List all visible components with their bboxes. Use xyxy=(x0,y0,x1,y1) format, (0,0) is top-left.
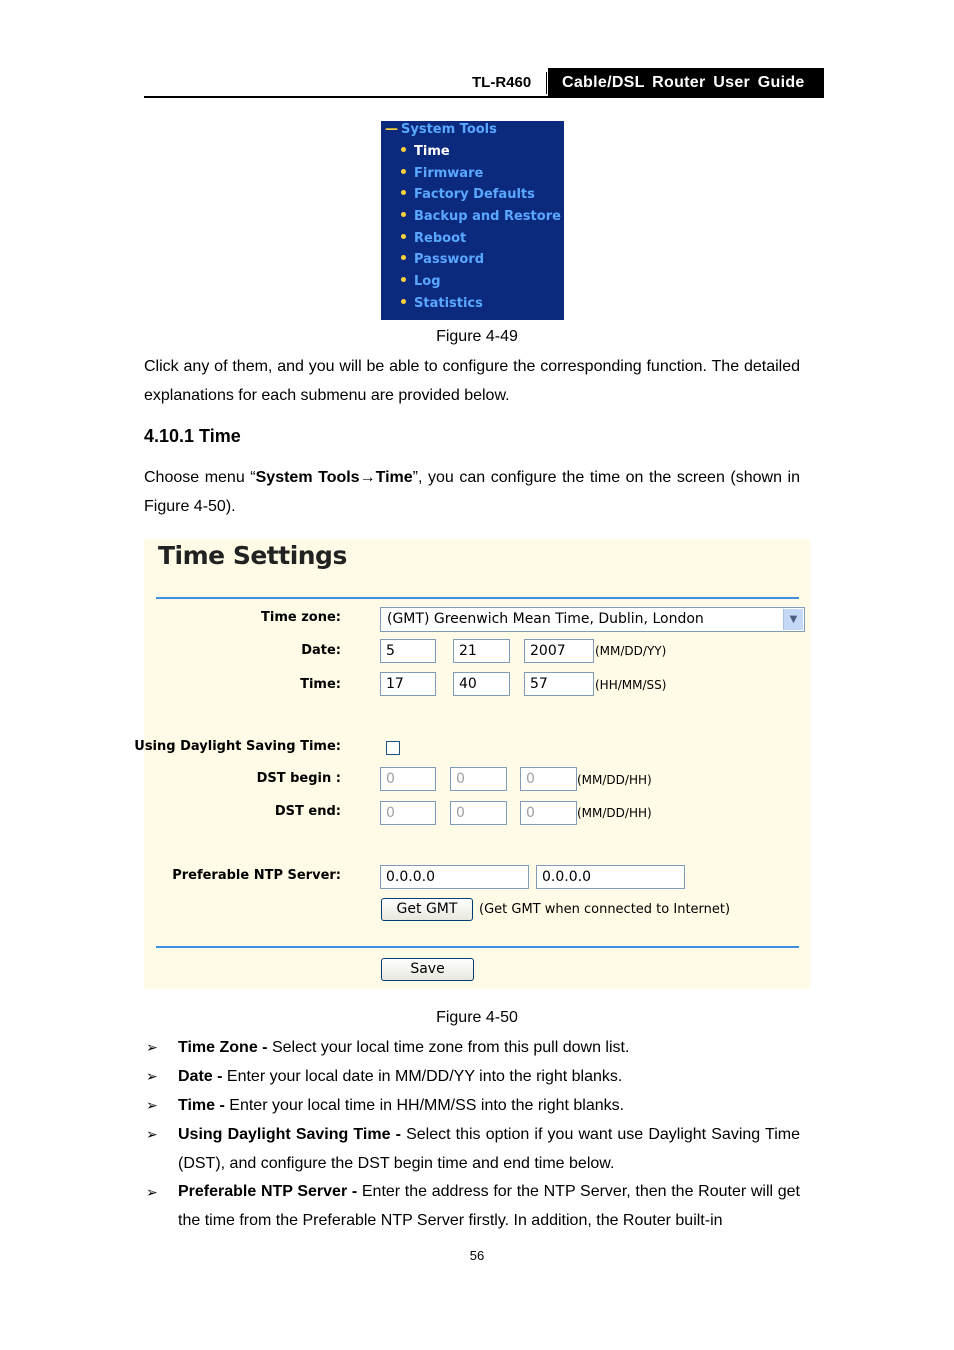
ntp-server-2-input[interactable]: 0.0.0.0 xyxy=(536,865,685,889)
dst-begin-month-input[interactable]: 0 xyxy=(380,767,436,791)
menu-heading[interactable]: — System Tools xyxy=(385,122,497,137)
bullet-arrow-icon: ➢ xyxy=(146,1184,158,1200)
figure-caption-4-50: Figure 4-50 xyxy=(436,1009,518,1026)
chevron-down-icon[interactable]: ▼ xyxy=(783,609,803,630)
time-second-input[interactable]: 57 xyxy=(524,672,594,696)
bullet-date: Date - Enter your local date in MM/DD/YY into the right blanks. xyxy=(178,1068,623,1085)
time-settings-title: Time Settings xyxy=(158,541,347,570)
time-label: Time: xyxy=(300,677,341,692)
menu-item-firmware[interactable]: Firmware xyxy=(401,166,483,181)
system-tools-menu xyxy=(381,121,564,320)
intro-paragraph: Click any of them, and you will be able to configure the corresponding function. The detailed explanations for each submenu are provided below. xyxy=(144,358,800,404)
bullet-arrow-icon: ➢ xyxy=(146,1068,158,1084)
date-label: Date: xyxy=(301,643,341,658)
bullet-dot-icon xyxy=(401,190,406,195)
dst-begin-label: DST begin : xyxy=(256,771,341,786)
menu-item-statistics[interactable]: Statistics xyxy=(401,296,483,311)
bullet-dot-icon xyxy=(401,299,406,304)
dst-label: Using Daylight Saving Time: xyxy=(134,739,341,754)
time-minute-input[interactable]: 40 xyxy=(453,672,510,696)
header-model: TL-R460 xyxy=(472,74,532,91)
top-separator xyxy=(156,597,799,599)
dst-end-format-hint: (MM/DD/HH) xyxy=(577,806,652,820)
bullet-time: Time - Enter your local time in HH/MM/SS into the right blanks. xyxy=(178,1097,625,1114)
header-rule xyxy=(144,96,824,98)
time-zone-label: Time zone: xyxy=(261,610,341,625)
page-number: 56 xyxy=(469,1248,485,1263)
get-gmt-button[interactable]: Get GMT xyxy=(381,898,473,921)
header-guide-title: Cable/DSL Router User Guide xyxy=(548,68,824,98)
date-day-input[interactable]: 21 xyxy=(453,639,510,663)
bullet-arrow-icon: ➢ xyxy=(146,1126,158,1142)
time-format-hint: (HH/MM/SS) xyxy=(595,678,667,692)
get-gmt-note: (Get GMT when connected to Internet) xyxy=(479,902,731,917)
bottom-separator xyxy=(156,946,799,948)
menu-item-backup-restore[interactable]: Backup and Restore xyxy=(401,209,561,224)
date-year-input[interactable]: 2007 xyxy=(524,639,594,663)
bullet-ntp-server: Preferable NTP Server - Enter the address for the NTP Server, then the Router will get the time from the Preferable NTP Server firstly. In addition, the Router built-in xyxy=(178,1183,801,1229)
bullet-dot-icon xyxy=(401,212,406,217)
bullet-dot-icon xyxy=(401,255,406,260)
dst-checkbox[interactable] xyxy=(386,741,400,755)
collapse-icon: — xyxy=(385,122,398,137)
save-button[interactable]: Save xyxy=(381,958,474,981)
dst-end-day-input[interactable]: 0 xyxy=(450,801,507,825)
time-zone-select[interactable]: (GMT) Greenwich Mean Time, Dublin, London ▼ xyxy=(380,607,805,632)
dst-begin-format-hint: (MM/DD/HH) xyxy=(577,773,652,787)
bullet-arrow-icon: ➢ xyxy=(146,1097,158,1113)
bullet-dot-icon xyxy=(401,234,406,239)
date-format-hint: (MM/DD/YY) xyxy=(595,644,667,658)
dst-begin-day-input[interactable]: 0 xyxy=(450,767,507,791)
bullet-dot-icon xyxy=(401,147,406,152)
bullet-dot-icon xyxy=(401,277,406,282)
menu-item-password[interactable]: Password xyxy=(401,252,484,267)
dst-begin-hour-input[interactable]: 0 xyxy=(520,767,577,791)
menu-item-factory-defaults[interactable]: Factory Defaults xyxy=(401,187,535,202)
dst-end-label: DST end: xyxy=(274,804,341,819)
dst-end-month-input[interactable]: 0 xyxy=(380,801,436,825)
menu-item-time[interactable]: Time xyxy=(401,144,450,159)
date-month-input[interactable]: 5 xyxy=(380,639,436,663)
ntp-server-1-input[interactable]: 0.0.0.0 xyxy=(380,865,529,889)
bullet-daylight-saving: Using Daylight Saving Time - Select this option if you want use Daylight Saving Time (DST), and configure the DST begin time and end time below. xyxy=(178,1126,800,1172)
figure-caption-4-49: Figure 4-49 xyxy=(436,328,518,345)
dst-end-hour-input[interactable]: 0 xyxy=(520,801,577,825)
bullet-arrow-icon: ➢ xyxy=(146,1039,158,1055)
choose-menu-paragraph: Choose menu “System Tools→Time”, you can configure the time on the screen (shown in Figure 4-50). xyxy=(144,469,800,515)
bullet-time-zone: Time Zone - Select your local time zone from this pull down list. xyxy=(178,1039,630,1056)
section-heading: 4.10.1 Time xyxy=(144,426,241,446)
bullet-dot-icon xyxy=(401,169,406,174)
menu-item-log[interactable]: Log xyxy=(401,274,441,289)
header-divider xyxy=(546,72,547,94)
menu-item-reboot[interactable]: Reboot xyxy=(401,231,466,246)
ntp-server-label: Preferable NTP Server: xyxy=(172,868,341,883)
time-hour-input[interactable]: 17 xyxy=(380,672,436,696)
